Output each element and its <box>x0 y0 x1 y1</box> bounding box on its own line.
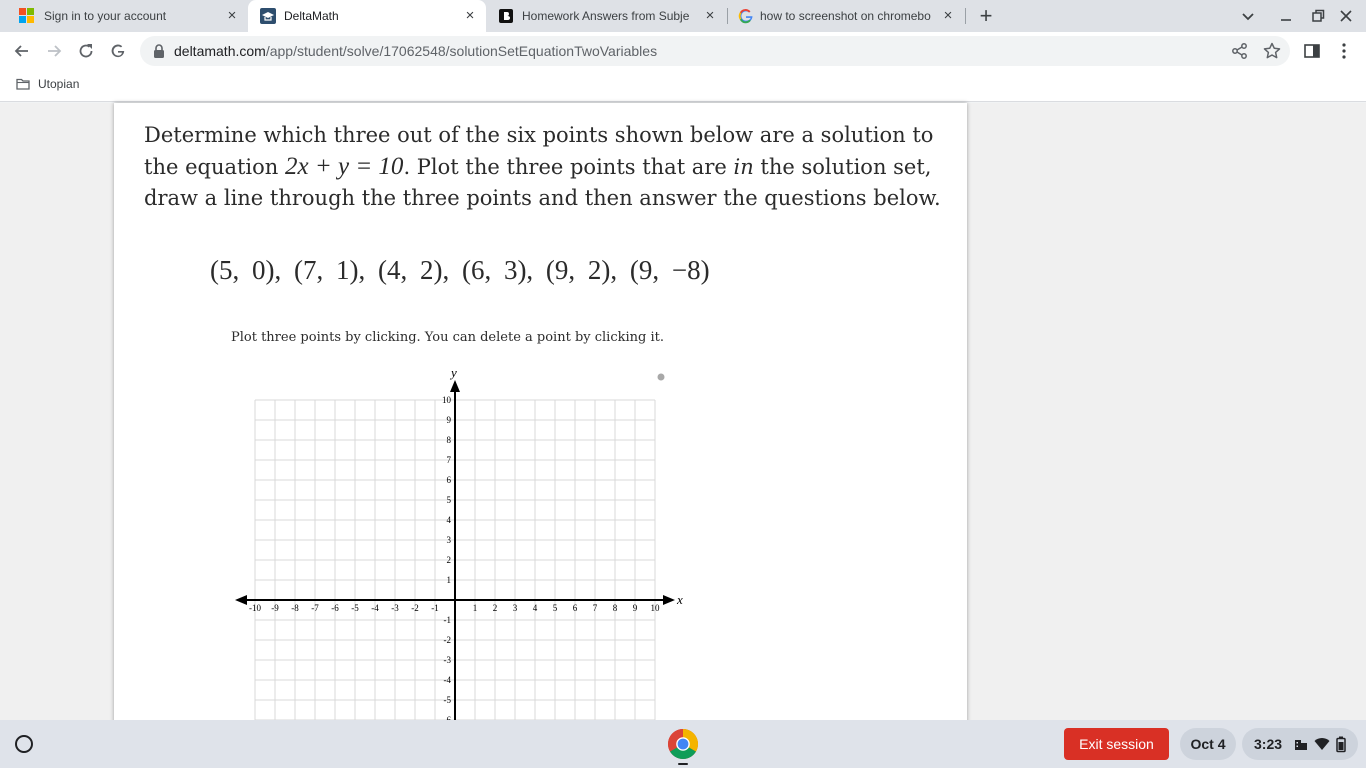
y-tick-label: 1 <box>446 575 451 585</box>
y-axis-arrow-up-icon <box>450 380 460 392</box>
y-tick-label: 2 <box>446 555 451 565</box>
lock-icon[interactable] <box>153 44 165 58</box>
graduation-cap-icon <box>260 8 276 24</box>
x-tick-label: 3 <box>512 603 518 613</box>
x-tick-label: -2 <box>411 603 419 613</box>
running-indicator <box>678 763 688 765</box>
y-axis-label: y <box>451 365 457 380</box>
back-arrow-icon[interactable] <box>12 41 32 61</box>
page-viewport <box>0 103 1366 720</box>
status-tray[interactable] <box>1242 728 1358 760</box>
url-text[interactable] <box>174 43 657 59</box>
browser-toolbar <box>0 32 1366 70</box>
tab-google-search[interactable] <box>728 0 964 32</box>
more-menu-icon[interactable] <box>1334 41 1354 61</box>
problem-card <box>114 103 967 743</box>
tab-title: Homework Answers from Subje <box>522 9 690 23</box>
exit-session-button[interactable]: Exit session <box>1064 728 1169 760</box>
close-window-icon[interactable] <box>1336 6 1356 26</box>
y-tick-label: 4 <box>446 515 451 525</box>
launcher-icon[interactable] <box>15 735 33 753</box>
bookmark-star-icon[interactable] <box>1262 41 1282 61</box>
bookmark-folder-utopian[interactable] <box>16 77 79 91</box>
close-tab-icon[interactable]: × <box>943 7 953 24</box>
battery-icon <box>1336 736 1346 752</box>
question-text <box>144 120 944 214</box>
forward-arrow-icon[interactable] <box>44 41 64 61</box>
y-tick-label: 9 <box>446 415 451 425</box>
side-panel-icon[interactable] <box>1302 41 1322 61</box>
plot-instruction: Plot three points by clicking. You can delete a point by clicking it. <box>231 330 664 345</box>
restore-window-icon[interactable] <box>1308 6 1328 26</box>
x-tick-label: -5 <box>351 603 359 613</box>
axes <box>235 380 675 768</box>
x-axis-arrow-right-icon <box>663 595 675 605</box>
reload-icon[interactable] <box>76 41 96 61</box>
question-part1: Determine which three out of the six points shown below are a solution to the equation <box>144 123 934 179</box>
x-tick-label: 4 <box>532 603 538 613</box>
x-tick-label: 10 <box>650 603 660 613</box>
y-tick-label: 10 <box>442 395 451 405</box>
x-tick-label: -8 <box>291 603 299 613</box>
x-tick-label: -9 <box>271 603 279 613</box>
y-tick-label: 7 <box>446 455 451 465</box>
y-tick-label: -3 <box>443 655 451 665</box>
x-tick-label: -4 <box>371 603 379 613</box>
x-tick-label: 8 <box>612 603 618 613</box>
clock-time: 3:23 <box>1254 736 1283 752</box>
bookmark-label: Utopian <box>38 77 80 91</box>
tab-deltamath[interactable] <box>248 0 486 32</box>
close-tab-icon[interactable]: × <box>465 7 475 24</box>
tab-homework-answers[interactable] <box>488 0 726 32</box>
y-tick-label: 3 <box>446 535 451 545</box>
x-tick-label: 5 <box>552 603 558 613</box>
y-tick-label: -4 <box>443 675 451 685</box>
url-host: deltamath.com <box>174 43 266 59</box>
x-tick-label: -10 <box>249 603 261 613</box>
x-tick-label: -3 <box>391 603 399 613</box>
x-axis-label: x <box>677 592 683 607</box>
candidate-points: (5, 0), (7, 1), (4, 2), (6, 3), (9, 2), (9, −8) <box>210 255 710 285</box>
google-g-icon[interactable] <box>108 41 128 61</box>
new-tab-button[interactable]: + <box>979 3 993 28</box>
question-part3: the solution set, draw a line through the three points and then answer the questions below. <box>144 155 941 210</box>
y-tick-label: -2 <box>443 635 451 645</box>
wifi-icon <box>1314 737 1330 751</box>
tab-title: DeltaMath <box>284 9 339 23</box>
tab-title: Sign in to your account <box>44 9 167 23</box>
tab-sign-in[interactable] <box>0 0 246 32</box>
tab-divider <box>965 8 966 24</box>
y-tick-label: -1 <box>443 615 451 625</box>
tab-strip <box>0 0 1366 32</box>
bookmarks-bar <box>0 70 1366 102</box>
os-shelf <box>0 720 1366 768</box>
y-tick-label: 8 <box>446 435 451 445</box>
date-tray[interactable]: Oct 4 <box>1180 728 1236 760</box>
x-tick-label: -6 <box>331 603 339 613</box>
x-tick-label: 2 <box>492 603 498 613</box>
url-path: /app/student/solve/17062548/solutionSetEquationTwoVariables <box>265 43 658 59</box>
cursor-dot <box>658 374 665 381</box>
y-tick-label: 5 <box>446 495 451 505</box>
x-tick-label: 1 <box>472 603 478 613</box>
microsoft-logo-icon <box>19 8 35 24</box>
coordinate-plane[interactable] <box>214 363 683 763</box>
x-tick-label: -1 <box>431 603 439 613</box>
close-tab-icon[interactable]: × <box>705 7 715 24</box>
managed-device-icon <box>1294 737 1308 751</box>
x-tick-label: 6 <box>572 603 578 613</box>
x-tick-label: 9 <box>632 603 638 613</box>
y-tick-label: -5 <box>443 695 451 705</box>
google-logo-icon <box>738 8 754 24</box>
x-axis-arrow-left-icon <box>235 595 247 605</box>
y-tick-label: 6 <box>446 475 451 485</box>
tab-title: how to screenshot on chromebo <box>760 9 931 23</box>
brainly-logo-icon <box>498 8 514 24</box>
x-tick-label: 7 <box>592 603 598 613</box>
address-bar[interactable] <box>140 36 1290 66</box>
close-tab-icon[interactable]: × <box>227 7 237 24</box>
question-part2: . Plot the three points that are <box>403 155 727 179</box>
share-icon[interactable] <box>1230 41 1250 61</box>
minimize-icon[interactable] <box>1276 6 1296 26</box>
folder-icon <box>16 78 30 90</box>
question-emphasis: in <box>733 155 754 179</box>
question-equation: 2x + y = 10 <box>285 153 404 180</box>
tab-search-chevron-icon[interactable] <box>1238 6 1258 26</box>
chrome-app-icon[interactable] <box>667 728 699 760</box>
x-tick-label: -7 <box>311 603 319 613</box>
